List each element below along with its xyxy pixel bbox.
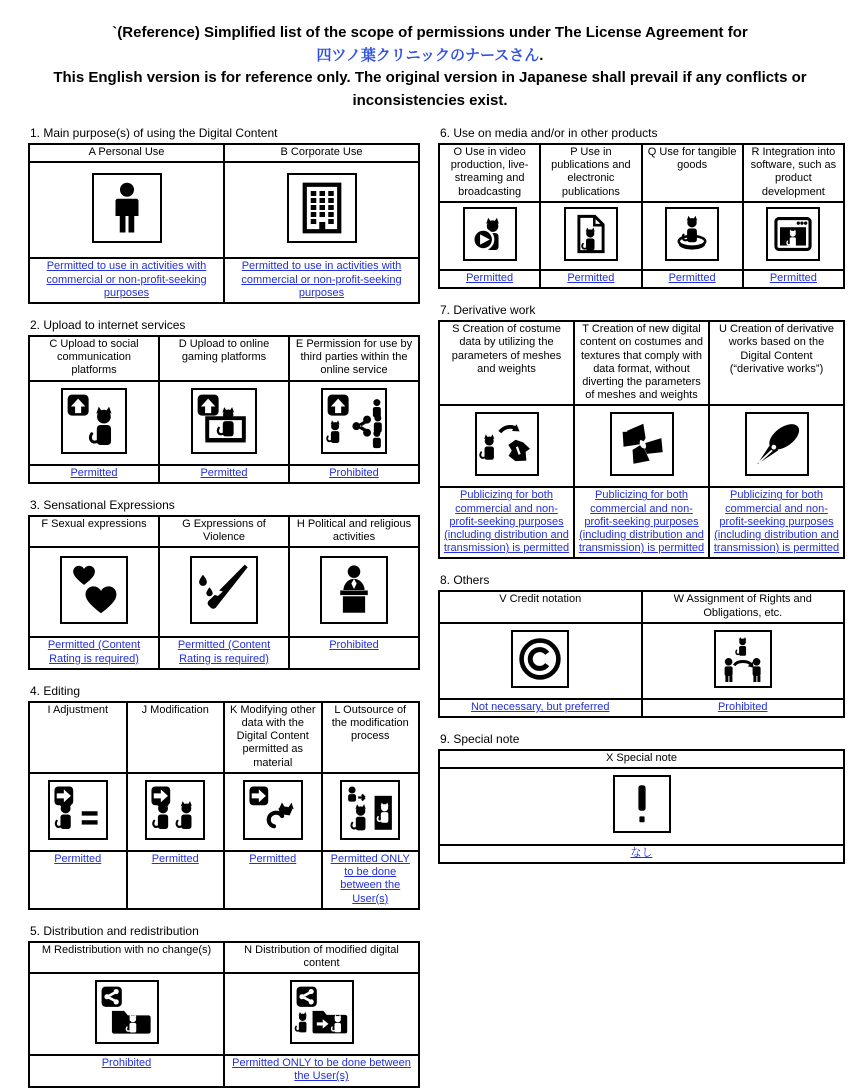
permission-label: Q Use for tangible goods bbox=[647, 146, 737, 172]
permission-status[interactable]: Publicizing for both commercial and non-profit-seeking purposes (including distribution and transmission) is permitted bbox=[713, 489, 840, 555]
permission-label: A Personal Use bbox=[88, 146, 165, 158]
section-heading: 4. Editing bbox=[30, 683, 81, 698]
permissions-table bbox=[28, 941, 420, 1088]
permission-label: V Credit notation bbox=[499, 593, 582, 606]
upload-character-icon bbox=[61, 388, 127, 454]
permission-label: K Modifying other data with the Digital Content permitted as material bbox=[229, 703, 316, 769]
permission-status[interactable]: Publicizing for both commercial and non-profit-seeking purposes (including distribution and transmission) is permitted bbox=[578, 489, 705, 555]
permission-label: W Assignment of Rights and Obligations, etc. bbox=[673, 593, 812, 619]
content-columns bbox=[0, 112, 860, 1088]
permission-label: P Use in publications and electronic publications bbox=[551, 146, 631, 198]
permission-status[interactable]: Publicizing for both commercial and non-profit-seeking purposes (including distribution and transmission) is permitted bbox=[443, 489, 570, 555]
permission-label: X Special note bbox=[606, 752, 677, 765]
permission-status[interactable]: Permitted bbox=[249, 852, 297, 865]
hearts-icon bbox=[60, 556, 128, 624]
permission-status[interactable]: Permitted bbox=[70, 466, 118, 479]
permission-label: R Integration into software, such as product development bbox=[750, 146, 837, 198]
permission-status[interactable]: Permitted bbox=[151, 852, 199, 865]
permission-status[interactable]: Prohibited bbox=[329, 466, 379, 479]
section-heading: 8. Others bbox=[440, 573, 490, 588]
section-heading: 6. Use on media and/or in other products bbox=[440, 126, 658, 140]
section-9 bbox=[438, 732, 845, 864]
permission-status[interactable]: Prohibited bbox=[101, 1057, 152, 1070]
section-4 bbox=[28, 684, 420, 910]
model-name: 四ツノ葉クリニックのナースさん bbox=[316, 46, 540, 64]
permission-label: I Adjustment bbox=[47, 703, 109, 716]
podium-icon bbox=[320, 556, 388, 624]
permission-status[interactable]: Permitted bbox=[466, 271, 514, 284]
permission-label: H Political and religious activities bbox=[296, 517, 412, 544]
permission-status[interactable]: Prohibited bbox=[717, 700, 768, 713]
section-heading: 9. Special note bbox=[440, 732, 520, 747]
right-column bbox=[438, 126, 845, 1088]
exclamation-icon bbox=[613, 775, 671, 833]
permission-status[interactable]: Permitted (Content Rating is required) bbox=[47, 639, 141, 665]
building-icon bbox=[287, 173, 357, 243]
title-line1: `(Reference) Simplified list of the scope of permissions under The License Agreement for bbox=[112, 24, 748, 41]
permission-status[interactable]: Not necessary, but preferred bbox=[470, 700, 610, 713]
share-folder-transfer-icon bbox=[290, 980, 354, 1044]
figurine-icon bbox=[665, 207, 719, 261]
edit-equal-icon bbox=[48, 780, 108, 840]
permission-status[interactable]: Permitted bbox=[200, 466, 248, 479]
costume-icon bbox=[610, 412, 674, 476]
permissions-table bbox=[438, 590, 845, 718]
section-heading: 3. Sensational Expressions bbox=[30, 497, 175, 512]
permission-label: B Corporate Use bbox=[280, 146, 363, 158]
section-1 bbox=[28, 126, 420, 304]
permissions-table bbox=[438, 143, 845, 289]
permission-label: E Permission for use by third parties within the online service bbox=[295, 337, 413, 377]
permission-label: F Sexual expressions bbox=[41, 517, 147, 530]
title-period: . bbox=[539, 46, 544, 64]
permission-status[interactable]: Permitted bbox=[668, 271, 716, 284]
section-3 bbox=[28, 498, 420, 670]
permissions-table bbox=[28, 143, 420, 304]
software-window-icon bbox=[766, 207, 820, 261]
permissions-table bbox=[28, 701, 420, 910]
edit-material-icon bbox=[243, 780, 303, 840]
costume-data-icon bbox=[475, 412, 539, 476]
permission-status[interactable]: Permitted to use in activities with commercial or non-profit-seeking purposes bbox=[46, 260, 207, 299]
permission-status[interactable]: Permitted ONLY to be done between the User(s) bbox=[330, 852, 410, 905]
section-7 bbox=[438, 303, 845, 559]
left-column bbox=[28, 126, 420, 1088]
permission-status[interactable]: Permitted bbox=[769, 271, 817, 284]
title-line3: This English version is for reference only. The original version in Japanese shall prevail if any conflicts or inconsistencies exist. bbox=[53, 69, 807, 109]
permission-status[interactable]: Permitted bbox=[567, 271, 615, 284]
permission-label: T Creation of new digital content on costumes and textures that comply with data format, without diverting the parameters of meshes and weights bbox=[580, 323, 703, 402]
permission-label: J Modification bbox=[141, 703, 209, 716]
upload-monitor-icon bbox=[191, 388, 257, 454]
permission-status[interactable]: Prohibited bbox=[329, 639, 379, 652]
section-heading: 2. Upload to internet services bbox=[30, 317, 186, 332]
permission-label: C Upload to social communication platforms bbox=[49, 337, 139, 377]
document-title bbox=[0, 0, 860, 112]
section-8 bbox=[438, 573, 845, 718]
section-heading: 5. Distribution and redistribution bbox=[30, 923, 199, 938]
section-6 bbox=[438, 126, 845, 289]
permissions-table bbox=[438, 749, 845, 864]
permission-label: D Upload to online gaming platforms bbox=[178, 337, 270, 364]
permissions-table bbox=[28, 515, 420, 670]
video-play-icon bbox=[463, 207, 517, 261]
person-icon bbox=[92, 173, 162, 243]
section-5 bbox=[28, 924, 420, 1088]
permission-status[interactable]: Permitted bbox=[54, 852, 102, 865]
rights-transfer-icon bbox=[714, 630, 772, 688]
permission-label: U Creation of derivative works based on the Digital Content (“derivative works”) bbox=[719, 323, 834, 375]
permission-label: L Outsource of the modification process bbox=[331, 703, 409, 743]
permission-label: N Distribution of modified digital content bbox=[244, 943, 399, 969]
permission-label: O Use in video production, live-streaming and broadcasting bbox=[450, 146, 529, 198]
permission-status[interactable]: Permitted to use in activities with commercial or non-profit-seeking purposes bbox=[241, 260, 402, 299]
knife-icon bbox=[190, 556, 258, 624]
permission-status[interactable]: Permitted ONLY to be done between the User(s) bbox=[232, 1057, 411, 1083]
permission-status[interactable]: なし bbox=[630, 846, 653, 859]
permissions-table bbox=[438, 320, 845, 559]
upload-share-icon bbox=[321, 388, 387, 454]
outsource-icon bbox=[340, 780, 400, 840]
edit-characters-icon bbox=[145, 780, 205, 840]
permission-label: G Expressions of Violence bbox=[182, 517, 266, 544]
document-character-icon bbox=[564, 207, 618, 261]
permission-label: S Creation of costume data by utilizing the parameters of meshes and weights bbox=[451, 323, 562, 375]
section-heading: 7. Derivative work bbox=[440, 303, 536, 318]
permission-status[interactable]: Permitted (Content Rating is required) bbox=[177, 639, 271, 665]
copyright-icon bbox=[511, 630, 569, 688]
pen-nib-icon bbox=[745, 412, 809, 476]
section-2 bbox=[28, 318, 420, 484]
permission-label: M Redistribution with no change(s) bbox=[41, 943, 212, 956]
section-heading: 1. Main purpose(s) of using the Digital Content bbox=[30, 126, 278, 140]
share-folder-icon bbox=[95, 980, 159, 1044]
permissions-table bbox=[28, 335, 420, 484]
